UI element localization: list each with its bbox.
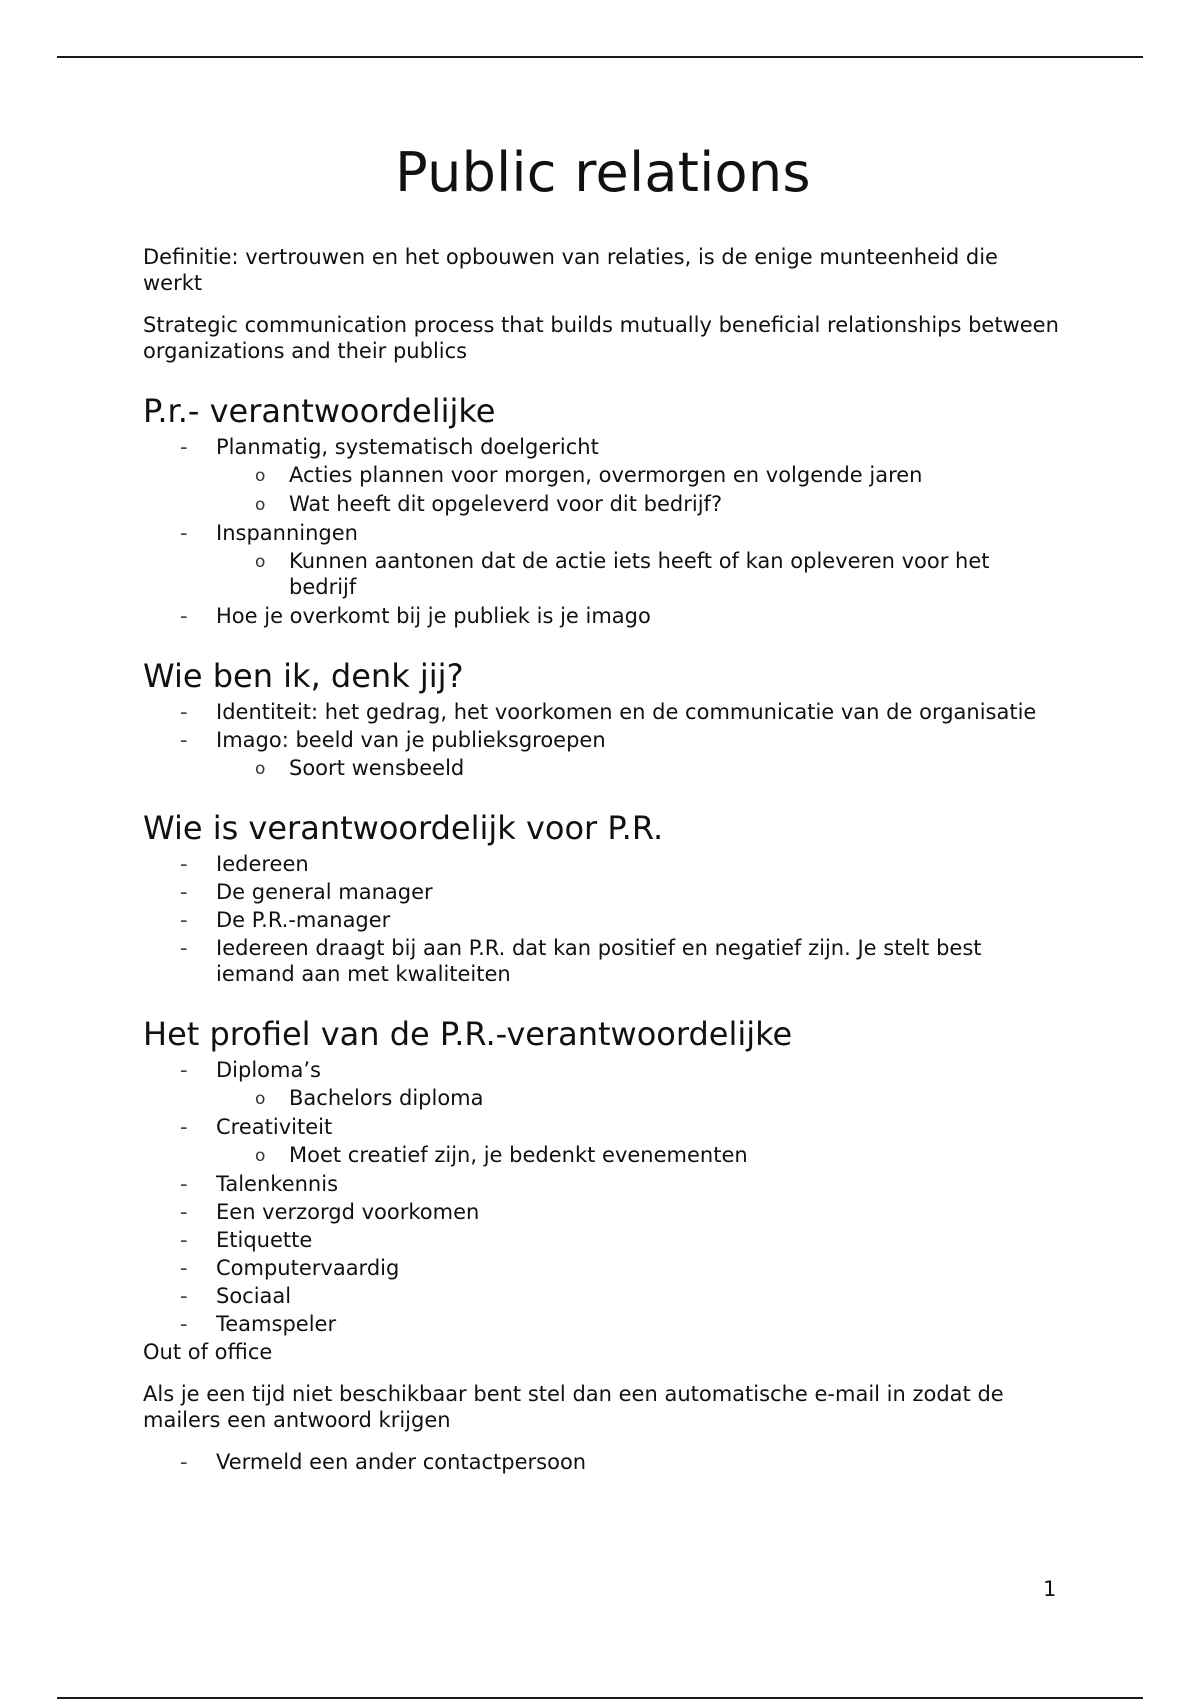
dash-bullet-icon: - bbox=[180, 1450, 188, 1474]
circle-bullet-icon: o bbox=[255, 759, 266, 779]
list-item: - Identiteit: het gedrag, het voorkomen en de communicatie van de organisatie bbox=[180, 700, 1037, 724]
dash-bullet-icon: - bbox=[180, 1058, 188, 1082]
circle-bullet-icon: o bbox=[255, 552, 266, 572]
dash-bullet-icon: - bbox=[180, 521, 188, 545]
dash-bullet-icon: - bbox=[180, 852, 188, 876]
bullet-list bbox=[143, 699, 1063, 781]
sub-list-item: o Bachelors diploma bbox=[255, 1086, 484, 1110]
circle-bullet-icon: o bbox=[255, 1089, 266, 1109]
list-item: - Sociaal bbox=[180, 1284, 292, 1308]
section-heading: Het profiel van de P.R.-verantwoordelijke bbox=[143, 1015, 793, 1053]
sub-list-item: o Soort wensbeeld bbox=[255, 756, 465, 780]
list-item: - Vermeld een ander contactpersoon bbox=[180, 1450, 587, 1474]
bullet-list bbox=[143, 1449, 1063, 1475]
list-item: - Hoe je overkomt bij je publiek is je imago bbox=[180, 604, 651, 628]
page-number: 1 bbox=[1043, 1577, 1057, 1601]
strategic-paragraph: Strategic communication process that builds mutually beneficial relationships between organizations and their publics bbox=[143, 313, 1059, 363]
sub-list bbox=[216, 1142, 1063, 1168]
list-item: - Creativiteit o Moet creatief zijn, je bedenkt evenementen bbox=[143, 1114, 1063, 1168]
auto-reply-paragraph: Als je een tijd niet beschikbaar bent stel dan een automatische e-mail in zodat de mailers een antwoord krijgen bbox=[143, 1382, 1004, 1432]
circle-bullet-icon: o bbox=[255, 495, 266, 515]
list-item: - Iedereen bbox=[180, 852, 309, 876]
dash-bullet-icon: - bbox=[180, 700, 188, 724]
bullet-list bbox=[143, 1057, 1063, 1337]
list-item: - Diploma’s o Bachelors diploma bbox=[143, 1057, 1063, 1111]
sub-list-item: o Kunnen aantonen dat de actie iets heeft of kan opleveren voor het bedrijf bbox=[255, 549, 990, 599]
sub-list bbox=[216, 755, 1063, 781]
dash-bullet-icon: - bbox=[180, 1228, 188, 1252]
list-item: - Teamspeler bbox=[180, 1312, 337, 1336]
circle-bullet-icon: o bbox=[255, 1146, 266, 1166]
dash-bullet-icon: - bbox=[180, 728, 188, 752]
section-heading: P.r.- verantwoordelijke bbox=[143, 392, 496, 430]
bullet-list bbox=[143, 434, 1063, 629]
footer-rule bbox=[57, 1697, 1143, 1699]
sub-list bbox=[216, 548, 1063, 600]
sub-list bbox=[216, 1085, 1063, 1111]
sub-list-item: o Acties plannen voor morgen, overmorgen en volgende jaren bbox=[255, 463, 923, 487]
sub-list-item: o Moet creatief zijn, je bedenkt evenementen bbox=[255, 1143, 748, 1167]
list-item: - Computervaardig bbox=[180, 1256, 400, 1280]
list-item: - De P.R.-manager bbox=[180, 908, 391, 932]
dash-bullet-icon: - bbox=[180, 1115, 188, 1139]
list-item: - Imago: beeld van je publieksgroepen o Soort wensbeeld bbox=[143, 727, 1063, 781]
dash-bullet-icon: - bbox=[180, 1172, 188, 1196]
definition-paragraph: Definitie: vertrouwen en het opbouwen van relaties, is de enige munteenheid die werkt bbox=[143, 245, 998, 295]
document-page bbox=[143, 140, 1063, 1477]
section-heading: Wie is verantwoordelijk voor P.R. bbox=[143, 809, 664, 847]
list-item: - Etiquette bbox=[180, 1228, 313, 1252]
header-rule bbox=[57, 56, 1143, 58]
out-of-office-paragraph: Out of office bbox=[143, 1340, 273, 1364]
list-item: - Inspanningen o Kunnen aantonen dat de actie iets heeft of kan opleveren voor het bedrijf bbox=[143, 520, 1063, 600]
list-item: - Een verzorgd voorkomen bbox=[180, 1200, 480, 1224]
dash-bullet-icon: - bbox=[180, 604, 188, 628]
dash-bullet-icon: - bbox=[180, 1312, 188, 1336]
dash-bullet-icon: - bbox=[180, 908, 188, 932]
circle-bullet-icon: o bbox=[255, 466, 266, 486]
dash-bullet-icon: - bbox=[180, 1256, 188, 1280]
dash-bullet-icon: - bbox=[180, 1200, 188, 1224]
dash-bullet-icon: - bbox=[180, 435, 188, 459]
page-title: Public relations bbox=[395, 141, 811, 204]
dash-bullet-icon: - bbox=[180, 936, 188, 960]
list-item: - Talenkennis bbox=[180, 1172, 339, 1196]
list-item: - Planmatig, systematisch doelgericht o Acties plannen voor morgen, overmorgen en volgende jaren o Wat heeft dit opgeleverd voor dit bedrijf? bbox=[143, 434, 1063, 517]
dash-bullet-icon: - bbox=[180, 880, 188, 904]
list-item: - Iedereen draagt bij aan P.R. dat kan positief en negatief zijn. Je stelt best iemand aan met kwaliteiten bbox=[180, 936, 982, 986]
section-heading: Wie ben ik, denk jij? bbox=[143, 657, 464, 695]
sub-list-item: o Wat heeft dit opgeleverd voor dit bedrijf? bbox=[255, 492, 723, 516]
dash-bullet-icon: - bbox=[180, 1284, 188, 1308]
list-item: - De general manager bbox=[180, 880, 433, 904]
sub-list bbox=[216, 462, 1063, 517]
bullet-list bbox=[143, 851, 1063, 987]
